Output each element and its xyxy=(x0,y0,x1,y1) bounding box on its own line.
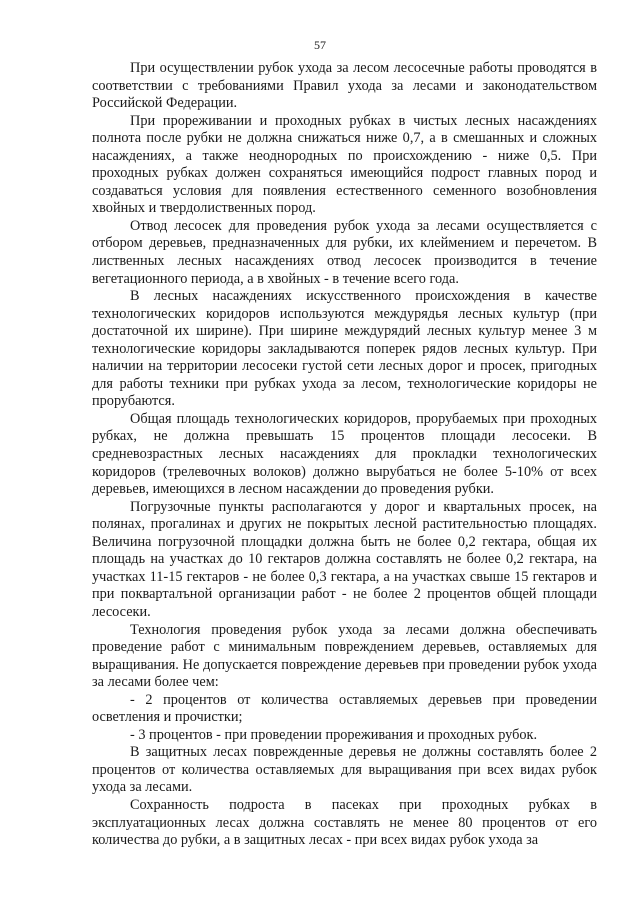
list-item-thinning-damage: - 3 процентов - при проведении прореживания и проходных рубок. xyxy=(130,726,538,743)
paragraph-corridor-area: Общая площадь технологических коридоров, прорубаемых при проходных рубках, не должна превышать 15 процентов площади лесосеки. В средневозрастных лесных насаждениях для прокладки технологических коридоров (трелевочных волоков) должно вырубаться не более 5-10% от всех деревьев, имеющихся в лесном насаждении до проведения рубки. xyxy=(92,410,597,498)
paragraph-thinning-rules: При осуществлении рубок ухода за лесом лесосечные работы проводятся в соответствии с требованиями Правил ухода за лесами и законодательством Российской Федерации. xyxy=(92,60,597,112)
paragraph-stand-density: При прореживании и проходных рубках в чистых лесных насаждениях полнота после рубки не должна снижаться ниже 0,7, а в смешанных и сложных насаждениях, а также неоднородных по происхождению - ниже 0,5. При проходных рубках должен сохраняться имеющийся подрост главных пород и создаваться условия для появления естественного семенного возобновления хвойных и твердолиственных пород. xyxy=(92,112,597,217)
paragraph-undergrowth-preservation: Сохранность подроста в пасеках при проходных рубках в эксплуатационных лесах должна составлять не менее 80 процентов от его количества до рубки, а в защитных лесах - при всех видах рубок ухода за xyxy=(92,796,597,849)
paragraph-damage-limits: Технология проведения рубок ухода за лесами должна обеспечивать проведение работ с минимальным повреждением деревьев, оставляемых для выращивания. Не допускается повреждение деревьев при проведении рубок ухода за лесами более чем: xyxy=(92,621,597,691)
list-item-cleaning-damage: - 2 процентов от количества оставляемых деревьев при проведении осветления и прочистки; xyxy=(92,691,597,726)
paragraph-loading-points: Погрузочные пункты располагаются у дорог и квартальных просек, на полянах, прогалинах и других не покрытых лесной растительностью площадях. Величина погрузочной площадки должна быть не более 0,2 гектара, общая их площадь на участках до 10 гектаров должна составлять не более 0,2 гектара, на участках 11-15 гектаров - не более 0,3 гектара, а на участках свыше 15 гектаров и при покварталъной организации работ - не более 2 процентов общей площади лесосеки. xyxy=(92,498,597,620)
page-number: 57 xyxy=(314,38,326,52)
document-body xyxy=(92,60,597,850)
paragraph-plot-allocation: Отвод лесосек для проведения рубок ухода за лесами осуществляется с отбором деревьев, предназначенных для рубки, их клеймением и перечетом. В лиственных лесных насаждениях отвод лесосек производится в течение вегетационного периода, а в хвойных - в течение всего года. xyxy=(92,217,597,287)
paragraph-protective-forests: В защитных лесах поврежденные деревья не должны составлять более 2 процентов от количества оставляемых для выращивания при всех видах рубок ухода за лесами. xyxy=(92,744,597,796)
paragraph-technological-corridors: В лесных насаждениях искусственного происхождения в качестве технологических коридоров используются междурядья лесных культур (при достаточной их ширине). При ширине междурядий лесных культур менее 3 м технологические коридоры закладываются поперек рядов лесных культур. При наличии на территории лесосеки густой сети лесных дорог и просек, пригодных для работы техники при рубках ухода за лесом, технологические коридоры не прорубаются. xyxy=(92,288,597,410)
